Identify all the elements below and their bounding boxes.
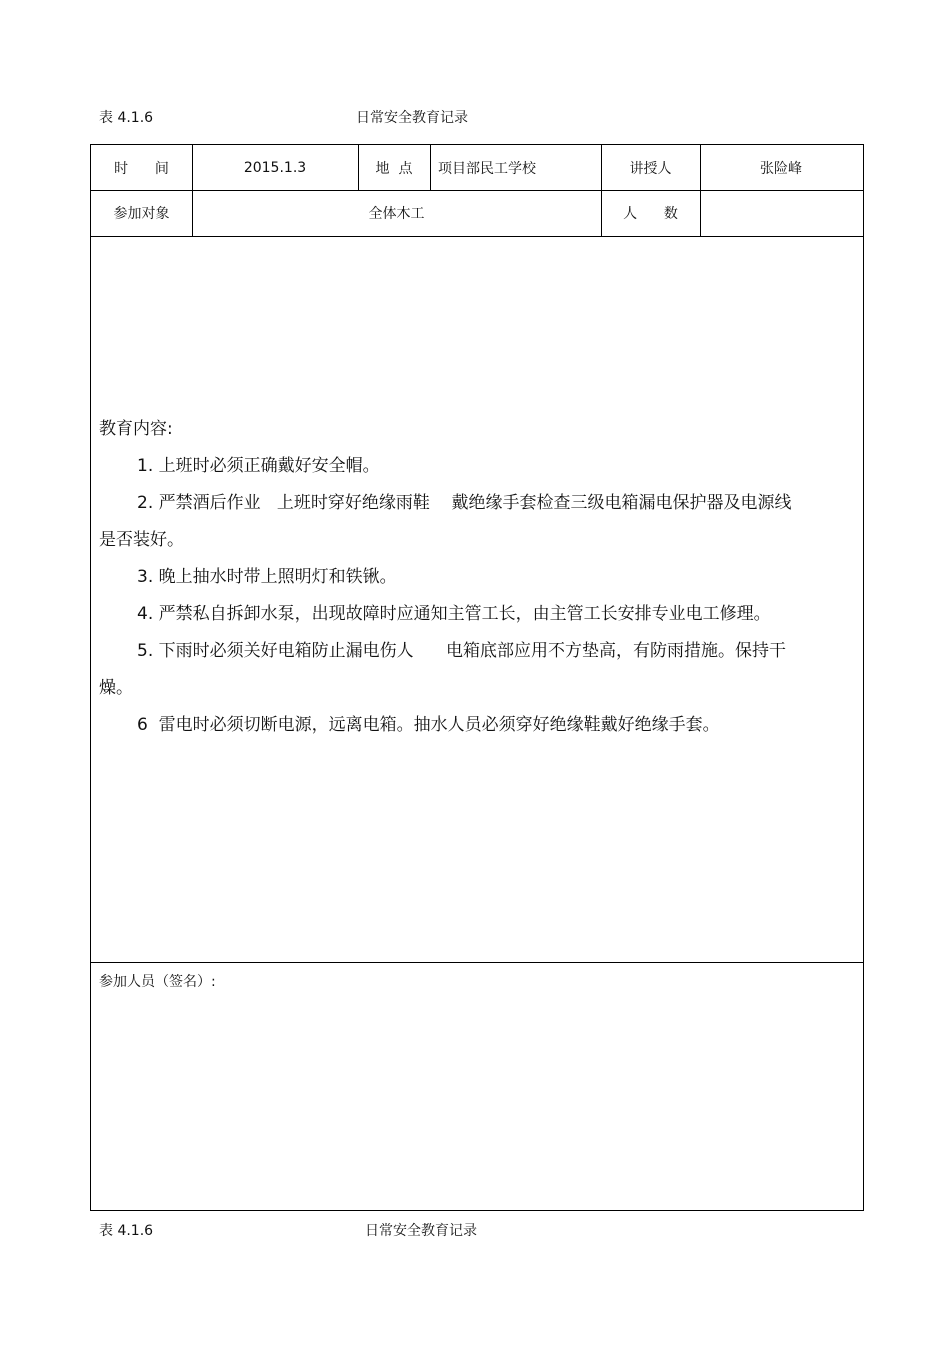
content-line: 2. 严禁酒后作业 上班时穿好绝缘雨鞋 戴绝缘手套检查三级电箱漏电保护器及电源线 bbox=[137, 493, 792, 513]
time-label: 时 间 bbox=[114, 160, 169, 177]
education-content bbox=[99, 411, 829, 744]
lecturer-label: 讲授人 bbox=[629, 160, 672, 177]
place-value: 项目部民工学校 bbox=[438, 160, 536, 177]
content-heading: 教育内容: bbox=[99, 419, 173, 439]
content-line: 3. 晚上抽水时带上照明灯和铁锹。 bbox=[137, 567, 397, 587]
content-line: 1. 上班时必须正确戴好安全帽。 bbox=[137, 456, 380, 476]
record-table bbox=[90, 144, 864, 1211]
participants-value: 全体木工 bbox=[368, 206, 425, 222]
row-divider bbox=[91, 962, 863, 963]
footer-table-number: 表 4.1.6 bbox=[99, 1223, 154, 1239]
content-line: 是否装好。 bbox=[99, 530, 184, 550]
content-line: 4. 严禁私自拆卸水泵，出现故障时应通知主管工长，由主管工长安排专业电工修理。 bbox=[137, 604, 771, 624]
page-title: 日常安全教育记录 bbox=[356, 110, 468, 126]
time-value: 2015.1.3 bbox=[243, 159, 307, 176]
count-value bbox=[700, 190, 862, 236]
col-divider bbox=[430, 145, 431, 190]
participants-label: 参加对象 bbox=[113, 206, 170, 222]
place-label: 地 点 bbox=[375, 160, 413, 177]
content-line: 燥。 bbox=[99, 678, 133, 698]
content-line: 6 雷电时必须切断电源，远离电箱。抽水人员必须穿好绝缘鞋戴好绝缘手套。 bbox=[137, 715, 720, 735]
footer-title: 日常安全教育记录 bbox=[365, 1223, 477, 1239]
signature-label: 参加人员（签名）: bbox=[99, 974, 216, 990]
count-label: 人 数 bbox=[623, 206, 678, 222]
lecturer-value: 张险峰 bbox=[760, 160, 802, 177]
content-line: 5. 下雨时必须关好电箱防止漏电伤人 电箱底部应用不方垫高，有防雨措施。保持干 bbox=[137, 641, 787, 661]
table-number: 表 4.1.6 bbox=[99, 110, 154, 126]
row-divider bbox=[91, 236, 863, 237]
